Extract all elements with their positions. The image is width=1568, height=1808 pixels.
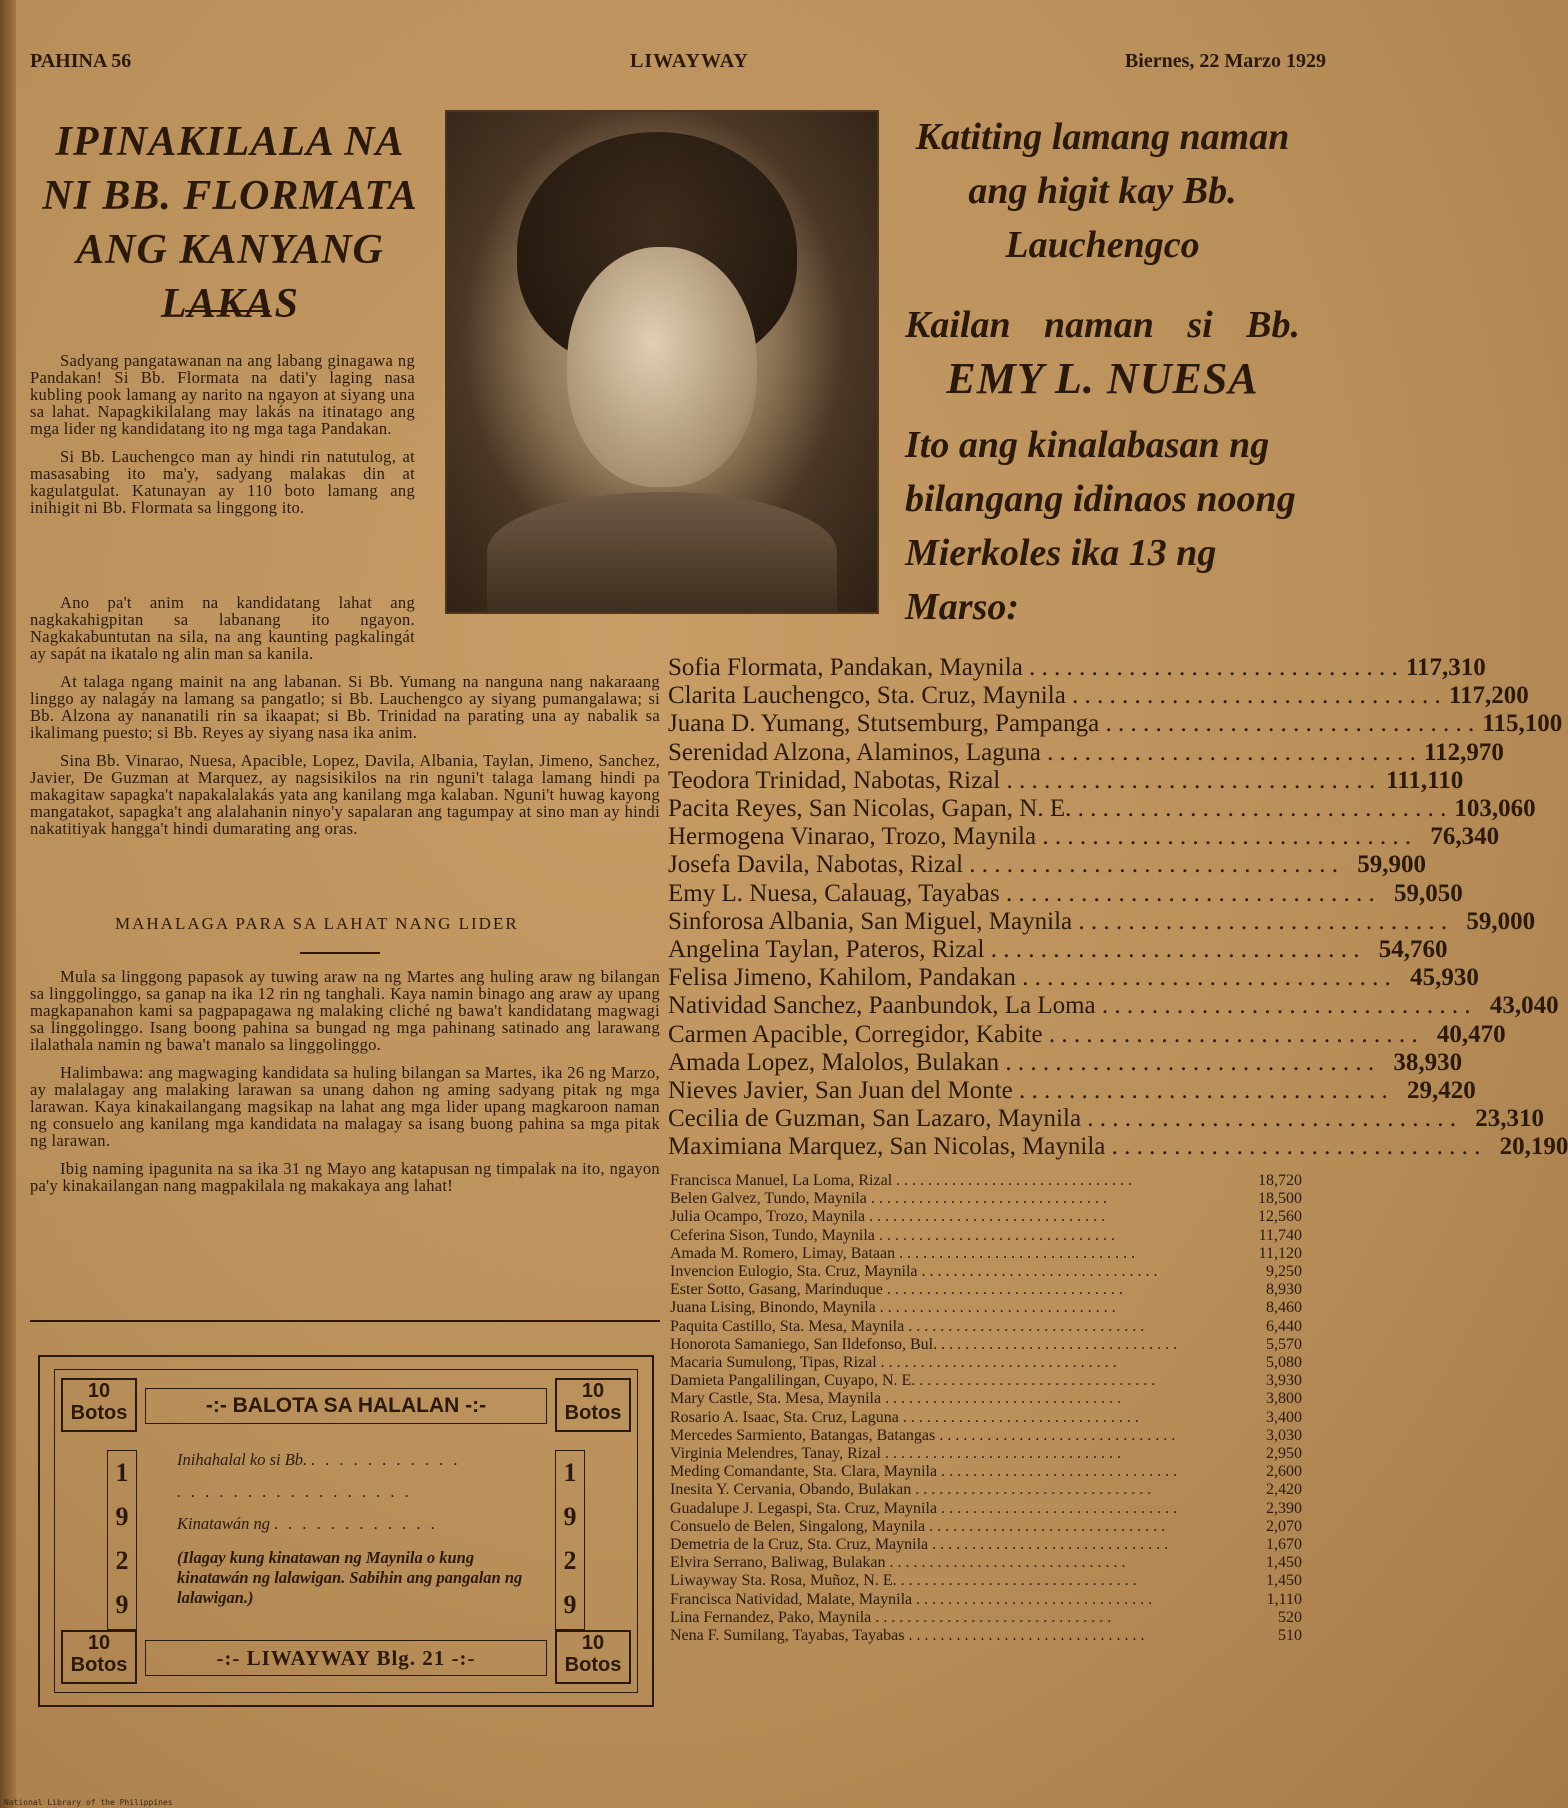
candidate-name: Teodora Trinidad, Nabotas, Rizal . . . . . . . . . . . . . . . . . . . . . . . . . . . . . . [668, 766, 1376, 794]
candidate-name: Consuelo de Belen, Singalong, Maynila . . . . . . . . . . . . . . . . . . . . . . . . . . . . . . [670, 1517, 1166, 1535]
candidate-votes: 3,400 [1266, 1408, 1302, 1426]
library-credit: National Library of the Philippines [4, 1798, 173, 1807]
candidate-votes: 3,030 [1266, 1426, 1302, 1444]
candidate-name: Ester Sotto, Gasang, Marinduque . . . . . . . . . . . . . . . . . . . . . . . . . . . . . . [670, 1281, 1123, 1299]
candidate-votes: 8,930 [1266, 1281, 1302, 1299]
candidate-name: Inesita Y. Cervania, Obando, Bulakan . . . . . . . . . . . . . . . . . . . . . . . . . . . . . . [670, 1481, 1152, 1499]
candidate-votes: 40,470 [1436, 1020, 1506, 1048]
top-candidates-list [668, 654, 1568, 1162]
candidate-row [670, 1390, 1302, 1408]
votes-box: 10 Botos [555, 1630, 631, 1684]
candidate-name: Sinforosa Albania, San Miguel, Maynila . . . . . . . . . . . . . . . . . . . . . . . . . . . . . . [668, 907, 1448, 935]
candidate-votes: 59,900 [1357, 851, 1427, 879]
candidate-row [668, 879, 1463, 908]
other-candidates-list [670, 1172, 1302, 1645]
candidate-row [670, 1172, 1302, 1190]
right-headline-1: Katiting lamang naman ang higit kay Bb. Lauchengco [915, 116, 1290, 266]
candidate-row [668, 964, 1479, 992]
candidate-name: Sofia Flormata, Pandakan, Maynila . . . . . . . . . . . . . . . . . . . . . . . . . . . . . . [668, 654, 1398, 681]
candidate-row [670, 1372, 1302, 1390]
candidate-row [668, 654, 1486, 682]
candidate-name: Amada M. Romero, Limay, Bataan . . . . . . . . . . . . . . . . . . . . . . . . . . . . . . [670, 1244, 1136, 1262]
candidate-row [670, 1427, 1302, 1445]
candidate-name: Josefa Davila, Nabotas, Rizal . . . . . . . . . . . . . . . . . . . . . . . . . . . . . . [668, 851, 1339, 879]
candidate-row [670, 1190, 1302, 1208]
featured-candidate-name: EMY L. NUESA [946, 354, 1259, 403]
paragraph: Ano pa't anim na kandidatang lahat ang nagkakahigpitan sa labanang ito ngayon. Nagkakabuntutan na sila, na ang kaunting pagkalingát ay sapát na ikatalo ng alin man sa kanila. [30, 593, 415, 663]
candidate-votes: 59,000 [1466, 907, 1536, 935]
candidate-name: Natividad Sanchez, Paanbundok, La Loma . . . . . . . . . . . . . . . . . . . . . . . . . . . . . . [668, 992, 1471, 1020]
candidate-name: Maximiana Marquez, San Nicolas, Maynila . . . . . . . . . . . . . . . . . . . . . . . . . . . . . . [668, 1133, 1481, 1161]
candidate-votes: 18,500 [1258, 1190, 1302, 1208]
candidate-name: Nieves Javier, San Juan del Monte . . . . . . . . . . . . . . . . . . . . . . . . . . . . . . [668, 1077, 1388, 1105]
candidate-votes: 11,120 [1258, 1244, 1302, 1262]
ballot-fields [177, 1444, 537, 1608]
nominee-field-continued[interactable]: . . . . . . . . . . . . . . . . . [177, 1482, 413, 1501]
candidate-votes: 20,190 [1499, 1133, 1568, 1161]
candidate-votes: 115,100 [1482, 710, 1563, 738]
page-number: PAHINA 56 [30, 50, 132, 72]
article-headline: IPINAKILALA NA NI BB. FLORMATA ANG KANYANG LAKAS [42, 119, 418, 327]
candidate-votes: 1,450 [1266, 1554, 1302, 1572]
candidate-votes: 5,080 [1266, 1354, 1302, 1372]
article-body-bottom [30, 968, 660, 1205]
page-header [30, 50, 1326, 80]
candidate-name: Serenidad Alzona, Alaminos, Laguna . . . . . . . . . . . . . . . . . . . . . . . . . . . . . . [668, 738, 1416, 766]
ballot-year-left: 1 9 2 9 [107, 1450, 137, 1630]
ballot-title: -:- BALOTA SA HALALAN -:- [145, 1388, 547, 1424]
photo-face [567, 247, 757, 487]
representative-field[interactable]: Kinatawán ng . . . . . . . . . . . . [177, 1514, 439, 1533]
right-headline-2 [905, 298, 1300, 406]
candidate-name: Pacita Reyes, San Nicolas, Gapan, N. E. . . . . . . . . . . . . . . . . . . . . . . . . . . . . . . [668, 795, 1447, 823]
candidate-row [670, 1518, 1302, 1536]
candidate-votes: 12,560 [1258, 1208, 1302, 1226]
article-body-wide [30, 594, 660, 848]
candidate-votes: 2,420 [1266, 1481, 1302, 1499]
candidate-votes: 45,930 [1410, 964, 1479, 992]
candidate-votes: 1,110 [1266, 1590, 1302, 1608]
candidate-votes: 11,740 [1258, 1226, 1302, 1244]
candidate-row [670, 1208, 1302, 1226]
candidate-votes: 1,450 [1266, 1572, 1302, 1590]
ballot-inner-frame [54, 1369, 638, 1693]
candidate-row [668, 682, 1529, 710]
paragraph: Sina Bb. Vinarao, Nuesa, Apacible, Lopez, Davila, Albania, Taylan, Jimeno, Sanchez, Javier, De Guzman at Marquez, ay nagsisikilos na rin nguni't talaga lamang hindi pa makagitaw sapagka't napakalalakás yata ang kanilang mga kalaban. Nguni't huwag kayong mangatakot, sapagka't ang alalahanin ninyo'y sapalaran ang tagumpay at sino man ay hindi nakatitiyak hangga't hindi dumarating ang oras. [30, 751, 660, 838]
candidate-row [668, 738, 1504, 767]
candidate-name: Meding Comandante, Sta. Clara, Maynila . . . . . . . . . . . . . . . . . . . . . . . . . . . . . . [670, 1463, 1178, 1481]
candidate-row [668, 992, 1559, 1020]
candidate-row [668, 851, 1427, 879]
paragraph: Sadyang pangatawanan na ang labang ginagawa ng Pandakan! Si Bb. Flormata na dati'y laging nasa kubling pook lamang ay narito na ngayon at siyang una sa lahat. Napagkikilalang may lakás na itinatago ang mga lider ng kandidatang ito ng mga taga Pandakan. [30, 351, 415, 438]
candidate-row [670, 1409, 1302, 1427]
ballot-coupon [38, 1355, 654, 1707]
candidate-row [670, 1463, 1302, 1481]
candidate-name: Rosario A. Isaac, Sta. Cruz, Laguna . . . . . . . . . . . . . . . . . . . . . . . . . . . . . . [670, 1408, 1139, 1426]
candidate-name: Amada Lopez, Malolos, Bulakan . . . . . . . . . . . . . . . . . . . . . . . . . . . . . . [668, 1048, 1375, 1076]
candidate-votes: 54,760 [1378, 936, 1448, 964]
paragraph: Halimbawa: ang magwaging kandidata sa huling bilangan sa Martes, ika 26 ng Marzo, ay malalagay ang malaking larawan sa unang dahon ng aming sadyang pitak ng mga larawan. Kaya kinakailangang magsikap na lahat ang mga lider upang magkaroon naman ng consuelo ang kanilang mga kandidata na malagay sa isang buong pahina sa mga pitak ng larawan. [30, 1063, 660, 1150]
candidate-votes: 59,050 [1393, 879, 1463, 907]
candidate-row [668, 907, 1536, 936]
paragraph: Mula sa linggong papasok ay tuwing araw na ng Martes ang huling araw ng bilangan sa linggolinggo, sa ganap na ika 12 rin ng tanghali. Kaya namin binago ang araw ay upang magkapanahon kami sa pagpapagawa ng malaking cliché ng bawa't kandidatang magwagi sa linggolinggo. Isang boong pahina sa bungad ng mga pahinang satinado ang larawang ilalathala namin ng bawa't manalo sa linggolinggo. [30, 967, 660, 1054]
candidate-name: Mary Castle, Sta. Mesa, Maynila . . . . . . . . . . . . . . . . . . . . . . . . . . . . . . [670, 1390, 1122, 1408]
candidate-votes: 3,800 [1266, 1390, 1302, 1408]
divider [30, 1320, 660, 1322]
candidate-row [668, 936, 1448, 964]
candidate-row [670, 1445, 1302, 1463]
publication-name: LIWAYWAY [630, 50, 749, 72]
candidate-row [670, 1591, 1302, 1609]
candidate-votes: 9,250 [1266, 1263, 1302, 1281]
candidate-votes: 5,570 [1266, 1335, 1302, 1353]
issue-date: Biernes, 22 Marzo 1929 [1124, 50, 1326, 72]
candidate-votes: 38,930 [1393, 1048, 1463, 1076]
article-body-top [30, 352, 415, 527]
candidate-row [670, 1609, 1302, 1627]
votes-box: 10 Botos [61, 1378, 137, 1432]
ballot-year-right: 1 9 2 9 [555, 1450, 585, 1630]
candidate-row [668, 1077, 1476, 1105]
candidate-votes: 29,420 [1407, 1077, 1476, 1105]
candidate-row [670, 1536, 1302, 1554]
candidate-votes: 1,670 [1266, 1536, 1302, 1554]
candidate-votes: 112,970 [1423, 738, 1504, 766]
candidate-row [670, 1318, 1302, 1336]
candidate-row [670, 1281, 1302, 1299]
candidate-name: Damieta Pangalilingan, Cuyapo, N. E. . . . . . . . . . . . . . . . . . . . . . . . . . . . . . . [670, 1372, 1156, 1390]
ballot-footer: -:- LIWAYWAY Blg. 21 -:- [145, 1640, 547, 1676]
candidate-row [668, 823, 1500, 851]
candidate-row [670, 1227, 1302, 1245]
candidate-row [668, 1020, 1506, 1049]
candidate-votes: 117,310 [1405, 654, 1486, 681]
candidate-name: Lina Fernandez, Pako, Maynila . . . . . . . . . . . . . . . . . . . . . . . . . . . . . . [670, 1608, 1112, 1626]
candidate-name: Clarita Lauchengco, Sta. Cruz, Maynila . . . . . . . . . . . . . . . . . . . . . . . . . . . . . . [668, 682, 1441, 710]
candidate-votes: 6,440 [1266, 1317, 1302, 1335]
candidate-row [670, 1263, 1302, 1281]
candidate-row [670, 1354, 1302, 1372]
votes-box: 10 Botos [61, 1630, 137, 1684]
page-edge [0, 0, 16, 1808]
candidate-row [670, 1554, 1302, 1572]
candidate-votes: 2,070 [1266, 1517, 1302, 1535]
candidate-votes: 43,040 [1489, 992, 1559, 1020]
paragraph: Si Bb. Lauchengco man ay hindi rin natutulog, at masasabing ito ma'y, sadyang malakas din at kagulatgulat. Katunayan ay 110 boto lamang ang inihigit ni Bb. Flormata sa linggong ito. [30, 447, 415, 517]
candidate-row [670, 1627, 1302, 1645]
candidate-name: Julia Ocampo, Trozo, Maynila . . . . . . . . . . . . . . . . . . . . . . . . . . . . . . [670, 1208, 1106, 1226]
divider [185, 310, 270, 312]
candidate-row [668, 766, 1464, 795]
candidate-name: Felisa Jimeno, Kahilom, Pandakan . . . . . . . . . . . . . . . . . . . . . . . . . . . . . . [668, 964, 1391, 992]
candidate-row [670, 1481, 1302, 1499]
candidate-votes: 8,460 [1266, 1299, 1302, 1317]
candidate-name: Virginia Melendres, Tanay, Rizal . . . . . . . . . . . . . . . . . . . . . . . . . . . . . . [670, 1445, 1121, 1463]
divider [300, 952, 380, 954]
candidate-votes: 510 [1278, 1627, 1302, 1645]
candidate-name: Invencion Eulogio, Sta. Cruz, Maynila . . . . . . . . . . . . . . . . . . . . . . . . . . . . . . [670, 1263, 1158, 1281]
candidate-row [668, 710, 1563, 738]
nominee-field[interactable]: Inihahalal ko si Bb. . . . . . . . . . . . [177, 1450, 461, 1469]
candidate-votes: 18,720 [1258, 1172, 1302, 1189]
right-headline-2-prefix: Kailan naman si Bb. [905, 304, 1300, 346]
candidate-votes: 111,110 [1386, 766, 1464, 794]
ballot-instruction: (Ilagay kung kinatawan ng Maynila o kung kinatawán ng lalawigan. Sabihin ang pangalan ng lalawigan.) [177, 1548, 523, 1607]
candidate-votes: 520 [1278, 1608, 1302, 1626]
candidate-name: Carmen Apacible, Corregidor, Kabite . . . . . . . . . . . . . . . . . . . . . . . . . . . . . . [668, 1020, 1418, 1048]
candidate-name: Francisca Natividad, Malate, Maynila . . . . . . . . . . . . . . . . . . . . . . . . . . . . . . [670, 1590, 1153, 1608]
candidate-name: Nena F. Sumilang, Tayabas, Tayabas . . . . . . . . . . . . . . . . . . . . . . . . . . . . . . [670, 1627, 1145, 1645]
candidate-name: Liwayway Sta. Rosa, Muñoz, N. E. . . . . . . . . . . . . . . . . . . . . . . . . . . . . . . [670, 1572, 1137, 1590]
candidate-row [670, 1299, 1302, 1317]
candidate-name: Juana Lising, Binondo, Maynila . . . . . . . . . . . . . . . . . . . . . . . . . . . . . . [670, 1299, 1116, 1317]
candidate-name: Macaria Sumulong, Tipas, Rizal . . . . . . . . . . . . . . . . . . . . . . . . . . . . . . [670, 1354, 1117, 1372]
candidate-row [670, 1500, 1302, 1518]
candidate-name: Emy L. Nuesa, Calauag, Tayabas . . . . . . . . . . . . . . . . . . . . . . . . . . . . . . [668, 879, 1375, 907]
candidate-name: Belen Galvez, Tundo, Maynila . . . . . . . . . . . . . . . . . . . . . . . . . . . . . . [670, 1190, 1107, 1208]
candidate-photo [445, 110, 879, 614]
candidate-name: Ceferina Sison, Tundo, Maynila . . . . . . . . . . . . . . . . . . . . . . . . . . . . . . [670, 1226, 1115, 1244]
candidate-row [668, 1048, 1463, 1077]
candidate-name: Honorota Samaniego, San Ildefonso, Bul. . . . . . . . . . . . . . . . . . . . . . . . . . . . . . . [670, 1335, 1178, 1353]
candidate-name: Mercedes Sarmiento, Batangas, Batangas . . . . . . . . . . . . . . . . . . . . . . . . . . . . . . [670, 1426, 1176, 1444]
candidate-name: Demetria de la Cruz, Sta. Cruz, Maynila . . . . . . . . . . . . . . . . . . . . . . . . . . . . . . [670, 1536, 1169, 1554]
candidate-votes: 3,930 [1266, 1372, 1302, 1390]
candidate-votes: 2,600 [1266, 1463, 1302, 1481]
candidate-row [668, 795, 1536, 823]
candidate-name: Cecilia de Guzman, San Lazaro, Maynila . . . . . . . . . . . . . . . . . . . . . . . . . . . . . . [668, 1105, 1457, 1133]
candidate-row [670, 1572, 1302, 1590]
candidate-name: Francisca Manuel, La Loma, Rizal . . . . . . . . . . . . . . . . . . . . . . . . . . . . . . [670, 1172, 1133, 1189]
candidate-name: Angelina Taylan, Pateros, Rizal . . . . . . . . . . . . . . . . . . . . . . . . . . . . . . [668, 936, 1360, 964]
candidate-votes: 2,950 [1266, 1445, 1302, 1463]
candidate-votes: 76,340 [1430, 823, 1500, 851]
candidate-row [668, 1133, 1568, 1161]
right-headline-3: Ito ang kinalabasan ng bilangang idinaos noong Mierkoles ika 13 ng Marso: [905, 424, 1296, 628]
candidate-votes: 23,310 [1475, 1105, 1545, 1133]
votes-box: 10 Botos [555, 1378, 631, 1432]
paragraph: At talaga ngang mainit na ang labanan. Si Bb. Yumang na nanguna nang nakaraang linggo ay nalagáy na lamang sa pangatlo; si Bb. Lauchengco ay siyang pumangalawa; si Bb. Alzona ay nananatili rin sa ikaapat; si Bb. Trinidad na parating una ay nabalik sa ikalimang puesto; si Bb. Reyes ay siyang nasa ika anim. [30, 672, 660, 742]
candidate-row [668, 1105, 1545, 1133]
candidate-name: Elvira Serrano, Baliwag, Bulakan . . . . . . . . . . . . . . . . . . . . . . . . . . . . . . [670, 1554, 1126, 1572]
candidate-row [670, 1336, 1302, 1354]
candidate-row [670, 1245, 1302, 1263]
candidate-votes: 2,390 [1266, 1499, 1302, 1517]
sub-heading: MAHALAGA PARA SA LAHAT NANG LIDER [115, 914, 519, 933]
candidate-votes: 103,060 [1454, 795, 1536, 823]
candidate-name: Paquita Castillo, Sta. Mesa, Maynila . . . . . . . . . . . . . . . . . . . . . . . . . . . . . . [670, 1317, 1145, 1335]
candidate-votes: 117,200 [1448, 682, 1529, 710]
candidate-name: Hermogena Vinarao, Trozo, Maynila . . . . . . . . . . . . . . . . . . . . . . . . . . . . . . [668, 823, 1412, 851]
candidate-name: Guadalupe J. Legaspi, Sta. Cruz, Maynila . . . . . . . . . . . . . . . . . . . . . . . . . . . . . . [670, 1499, 1178, 1517]
paragraph: Ibig naming ipagunita na sa ika 31 ng Mayo ang katapusan ng timpalak na ito, ngayon pa'y kinakailangan nang magpakilala ng makakaya ang lahat! [30, 1159, 660, 1195]
candidate-name: Juana D. Yumang, Stutsemburg, Pampanga . . . . . . . . . . . . . . . . . . . . . . . . . . . . . . [668, 710, 1475, 738]
